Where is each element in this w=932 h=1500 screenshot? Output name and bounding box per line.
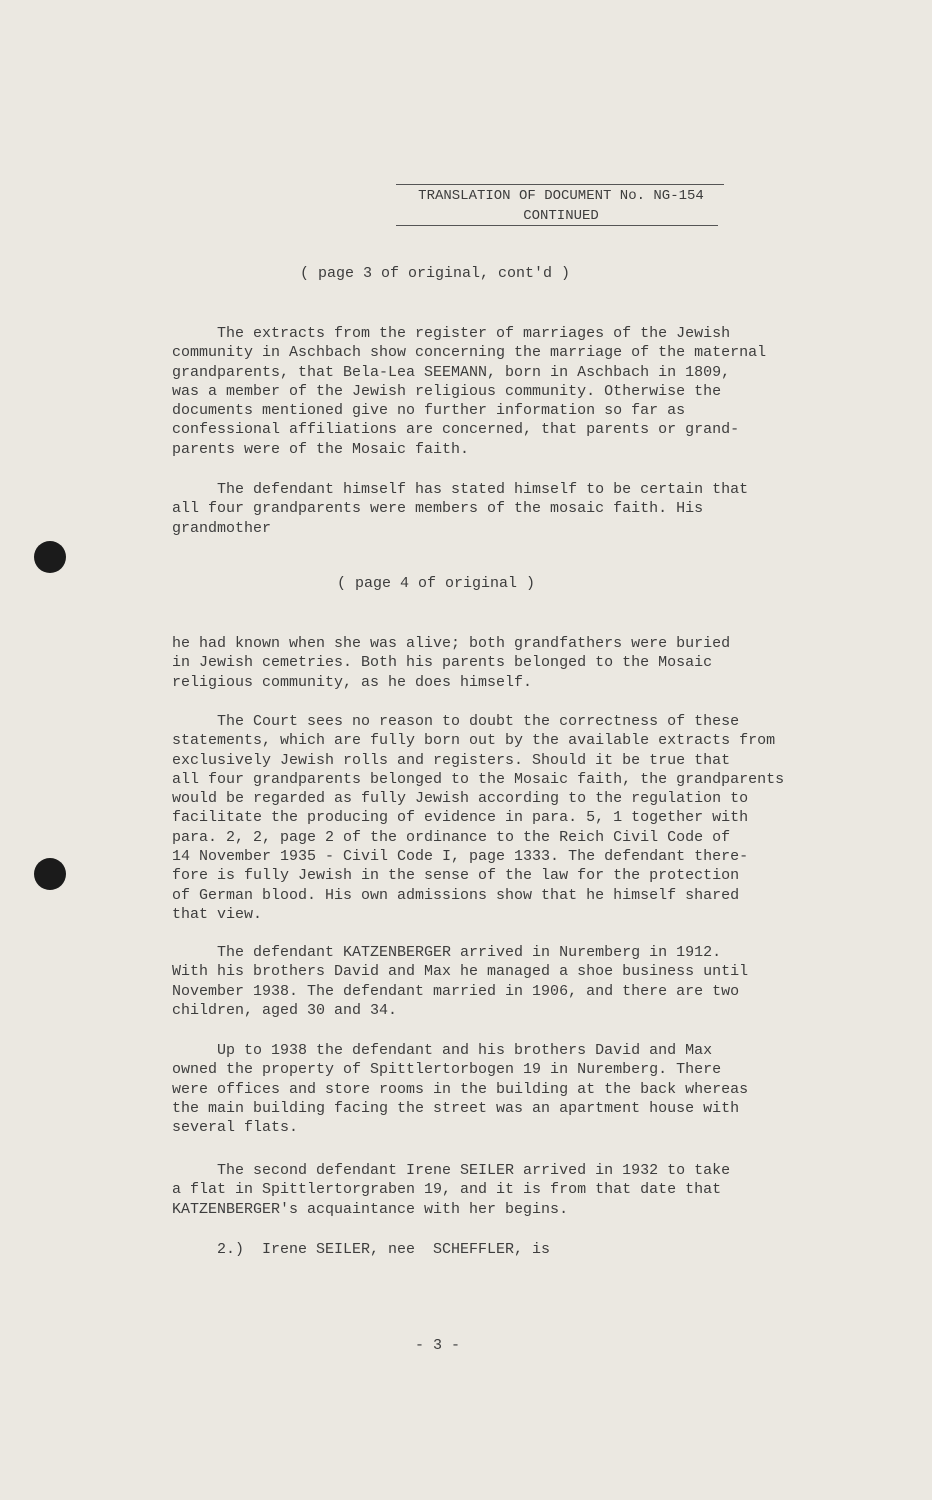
- text-line: 2.) Irene SEILER, nee SCHEFFLER, is: [172, 1241, 551, 1258]
- punch-hole: [34, 541, 66, 573]
- text-line: all four grandparents belonged to the Mosaic faith, the grandparents: [172, 770, 785, 788]
- text-line: religious community, as he does himself.: [172, 673, 533, 691]
- text-line: fore is fully Jewish in the sense of the law for the protection: [172, 867, 740, 885]
- text-line: the main building facing the street was an apartment house with: [172, 1099, 740, 1117]
- paragraph: [172, 1041, 832, 1137]
- paragraph: [172, 712, 832, 924]
- paragraph: [172, 324, 832, 459]
- text-line: facilitate the producing of evidence in para. 5, 1 together with: [172, 809, 749, 827]
- text-line: November 1938. The defendant married in 1906, and there are two: [172, 982, 740, 1000]
- text-line: The second defendant Irene SEILER arrived in 1932 to take: [172, 1162, 731, 1179]
- text-line: grandmother: [172, 519, 272, 537]
- text-line: grandparents, that Bela-Lea SEEMANN, born in Aschbach in 1809,: [172, 363, 731, 381]
- text-line: were offices and store rooms in the building at the back whereas: [172, 1080, 749, 1098]
- punch-hole: [34, 858, 66, 890]
- header-rule-top: [396, 184, 724, 185]
- text-line: The extracts from the register of marriages of the Jewish: [172, 325, 731, 342]
- document-subtitle: CONTINUED: [523, 208, 599, 224]
- text-line: With his brothers David and Max he managed a shoe business until: [172, 963, 749, 981]
- text-line: Up to 1938 the defendant and his brothers David and Max: [172, 1042, 713, 1059]
- text-line: several flats.: [172, 1119, 299, 1137]
- page-reference: ( page 3 of original, cont'd ): [300, 265, 571, 282]
- document-header: [396, 186, 726, 226]
- text-line: a flat in Spittlertorgraben 19, and it is from that date that: [172, 1181, 722, 1199]
- text-line: all four grandparents were members of the mosaic faith. His: [172, 500, 704, 518]
- paragraph: [172, 1161, 832, 1219]
- paragraph: [172, 943, 832, 1020]
- document-title: TRANSLATION OF DOCUMENT No. NG-154: [418, 188, 704, 204]
- text-line: children, aged 30 and 34.: [172, 1001, 398, 1019]
- text-line: of German blood. His own admissions show that he himself shared: [172, 886, 740, 904]
- text-line: parents were of the Mosaic faith.: [172, 440, 470, 458]
- text-line: para. 2, 2, page 2 of the ordinance to the Reich Civil Code of: [172, 828, 731, 846]
- text-line: exclusively Jewish rolls and registers. Should it be true that: [172, 751, 731, 769]
- text-line: confessional affiliations are concerned, that parents or grand-: [172, 421, 740, 439]
- page-reference: ( page 4 of original ): [337, 575, 536, 592]
- paragraph: [172, 480, 832, 538]
- text-line: owned the property of Spittlertorbogen 19 in Nuremberg. There: [172, 1061, 722, 1079]
- text-line: that view.: [172, 905, 263, 923]
- text-line: community in Aschbach show concerning the marriage of the maternal: [172, 344, 767, 362]
- text-line: statements, which are fully born out by the available extracts from: [172, 732, 776, 750]
- text-line: 14 November 1935 - Civil Code I, page 1333. The defendant there-: [172, 848, 749, 866]
- header-rule-bottom: [396, 225, 718, 226]
- text-line: documents mentioned give no further information so far as: [172, 402, 686, 420]
- text-line: The Court sees no reason to doubt the correctness of these: [172, 713, 740, 730]
- page-number: - 3 -: [415, 1337, 461, 1354]
- text-line: The defendant KATZENBERGER arrived in Nuremberg in 1912.: [172, 944, 722, 961]
- text-line: was a member of the Jewish religious community. Otherwise the: [172, 382, 722, 400]
- text-line: in Jewish cemetries. Both his parents belonged to the Mosaic: [172, 654, 713, 672]
- text-line: he had known when she was alive; both grandfathers were buried: [172, 635, 731, 652]
- text-line: would be regarded as fully Jewish according to the regulation to: [172, 790, 749, 808]
- text-line: The defendant himself has stated himself to be certain that: [172, 481, 749, 498]
- text-line: KATZENBERGER's acquaintance with her begins.: [172, 1200, 569, 1218]
- paragraph: [172, 1240, 832, 1259]
- paragraph: [172, 634, 832, 692]
